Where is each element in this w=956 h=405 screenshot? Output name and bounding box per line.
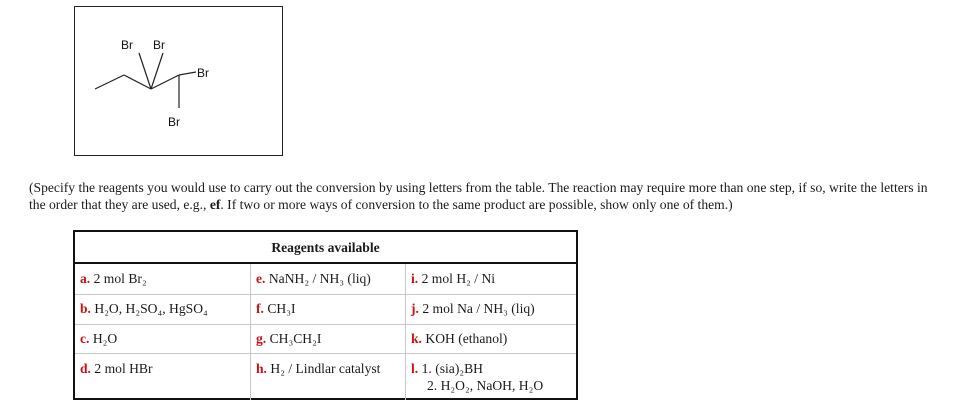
row-divider: [75, 324, 576, 325]
tetrabromo-structure: [75, 7, 284, 157]
atom-label-br-1: Br: [121, 38, 133, 52]
reagent-h: [251, 360, 380, 377]
instructions-example: ef: [209, 197, 221, 212]
reagent-f: [251, 300, 296, 317]
reagent-text: CH₃I: [267, 301, 296, 316]
reagent-letter: g.: [256, 331, 267, 346]
instructions-text: [29, 179, 944, 213]
reagent-letter: j.: [411, 301, 419, 316]
reagent-letter: c.: [80, 331, 90, 346]
reagent-text: H₂O: [92, 331, 118, 346]
reagent-text: 2 mol Br₂: [93, 271, 147, 286]
reagent-text: NaNH₂ / NH₃ (liq): [268, 271, 371, 286]
instructions-part-1: (Specify the reagents you would use to carry out the conversion by using letters from the table. The reaction may require more than one step, if so, write the letters in the order that they are used, e.g.,: [29, 180, 928, 212]
atom-label-br-2: Br: [153, 38, 165, 52]
instructions-part-2: . If two or more ways of conversion to the same product are possible, show only one of them.): [220, 197, 733, 212]
structure-box: [74, 6, 283, 156]
reagent-letter: e.: [256, 271, 266, 286]
reagent-text: CH₃CH₂I: [269, 331, 322, 346]
reagent-text: 2 mol HBr: [94, 361, 153, 376]
reagent-text: 2 mol H₂ / Ni: [421, 271, 496, 286]
reagent-a: [75, 270, 147, 287]
reagent-e: [251, 270, 371, 287]
reagent-letter: b.: [80, 301, 91, 316]
reagent-c: [75, 330, 117, 347]
reagent-letter: a.: [80, 271, 91, 286]
reagent-text: 1. (sia)₂BH: [421, 361, 483, 376]
atom-label-br-4: Br: [168, 115, 180, 129]
reagent-letter: f.: [256, 301, 264, 316]
table-title: Reagents available: [75, 232, 576, 264]
reagent-text: 2 mol Na / NH₃ (liq): [422, 301, 535, 316]
reagent-letter: h.: [256, 361, 267, 376]
reagent-text-line-2: 2. H₂O₂, NaOH, H₂O: [427, 378, 544, 393]
reagent-l: [406, 360, 543, 394]
reagent-text: H₂ / Lindlar catalyst: [270, 361, 381, 376]
reagent-letter: k.: [411, 331, 422, 346]
atom-label-br-3: Br: [197, 66, 209, 80]
bond-c1-c2: [95, 75, 124, 89]
reagent-text: H₂O, H₂SO₄, HgSO₄: [94, 301, 208, 316]
reagent-d: [75, 360, 153, 377]
reagent-i: [406, 270, 495, 287]
reagents-table: [73, 230, 578, 400]
bond-c4-br-upper: [179, 72, 196, 75]
reagent-j: [406, 300, 535, 317]
row-divider: [75, 294, 576, 295]
reagent-b: [75, 300, 208, 317]
reagent-k: [406, 330, 507, 347]
reagent-letter: d.: [80, 361, 91, 376]
reagent-text: KOH (ethanol): [425, 331, 508, 346]
row-divider: [75, 353, 576, 354]
reagent-letter: i.: [411, 271, 419, 286]
reagent-letter: l.: [411, 361, 419, 376]
reagent-g: [251, 330, 321, 347]
